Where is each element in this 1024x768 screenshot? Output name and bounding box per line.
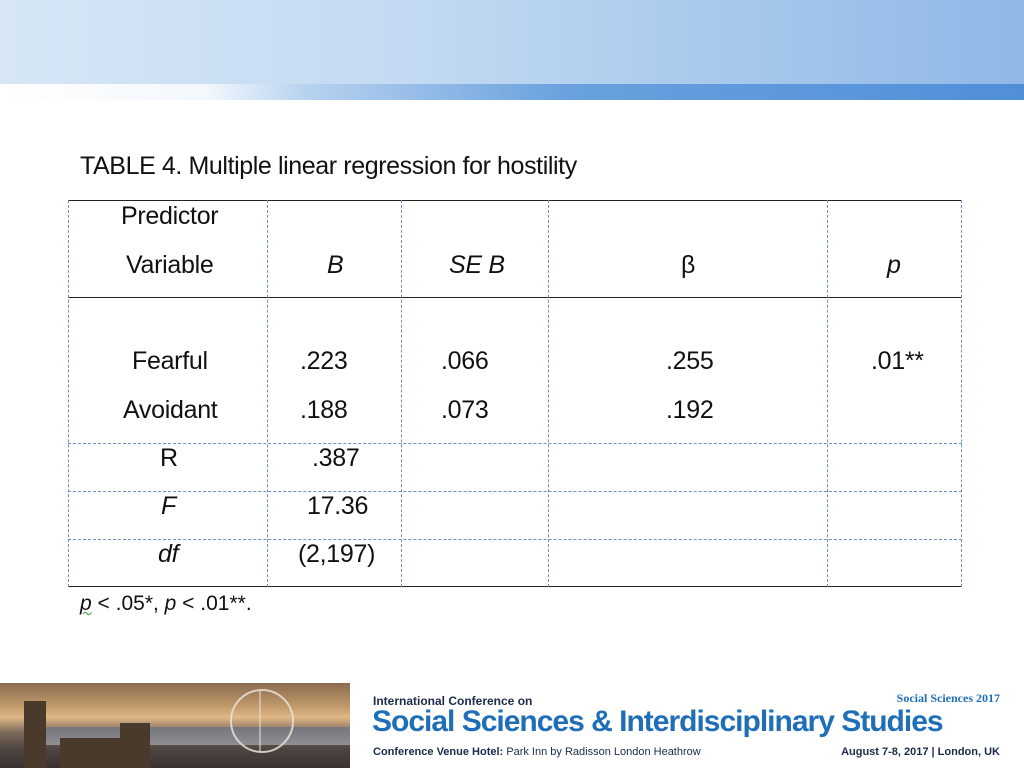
row-b: .223	[300, 347, 348, 375]
stat-value-r: .387	[312, 444, 360, 472]
venue-name: Park Inn by Radisson London Heathrow	[503, 746, 701, 758]
table-col-divider	[267, 200, 268, 587]
conference-banner	[0, 683, 1024, 768]
footnote-p2: p	[164, 592, 177, 615]
row-se-b: .066	[441, 347, 489, 375]
london-eye-shape	[230, 689, 294, 753]
footnote-text1: < .05*,	[91, 592, 165, 615]
footnote-p1: p	[80, 592, 92, 615]
table-col-divider	[68, 200, 69, 587]
table-footnote	[80, 592, 252, 616]
header-variable: Variable	[126, 251, 214, 279]
table-col-divider	[548, 200, 549, 587]
stat-label-r: R	[160, 444, 178, 472]
row-label: Avoidant	[123, 396, 218, 424]
row-beta: .192	[666, 396, 714, 424]
conference-name: Social Sciences & Interdisciplinary Studies	[372, 705, 943, 738]
header-predictor: Predictor	[121, 202, 219, 230]
table-title: TABLE 4. Multiple linear regression for hostility	[80, 152, 577, 180]
row-label: Fearful	[132, 347, 208, 375]
stat-label-f: F	[161, 492, 176, 520]
header-stripe	[0, 84, 1024, 100]
header-band	[0, 0, 1024, 84]
footnote-text2: < .01**.	[176, 592, 252, 615]
london-skyline-photo	[0, 683, 350, 768]
row-b: .188	[300, 396, 348, 424]
conference-venue	[373, 746, 701, 758]
header-beta: β	[681, 251, 696, 279]
conference-date: August 7-8, 2017 | London, UK	[841, 746, 1000, 758]
table-col-divider	[961, 200, 962, 587]
regression-table	[68, 200, 962, 587]
clock-tower-shape	[24, 701, 46, 768]
stat-label-df: df	[158, 540, 179, 568]
table-col-divider	[401, 200, 402, 587]
stat-value-f: 17.36	[307, 492, 369, 520]
header-p: p	[887, 251, 901, 279]
row-beta: .255	[666, 347, 714, 375]
row-se-b: .073	[441, 396, 489, 424]
conference-small-title: International Conference on	[373, 694, 533, 708]
table-col-divider	[827, 200, 828, 587]
header-b: B	[327, 251, 344, 279]
stat-value-df: (2,197)	[298, 540, 376, 568]
conference-tag: Social Sciences 2017	[896, 691, 1000, 705]
row-p: .01**	[871, 347, 924, 375]
building-shape	[60, 738, 130, 768]
header-se-b: SE B	[449, 251, 505, 279]
venue-label: Conference Venue Hotel:	[373, 746, 504, 758]
